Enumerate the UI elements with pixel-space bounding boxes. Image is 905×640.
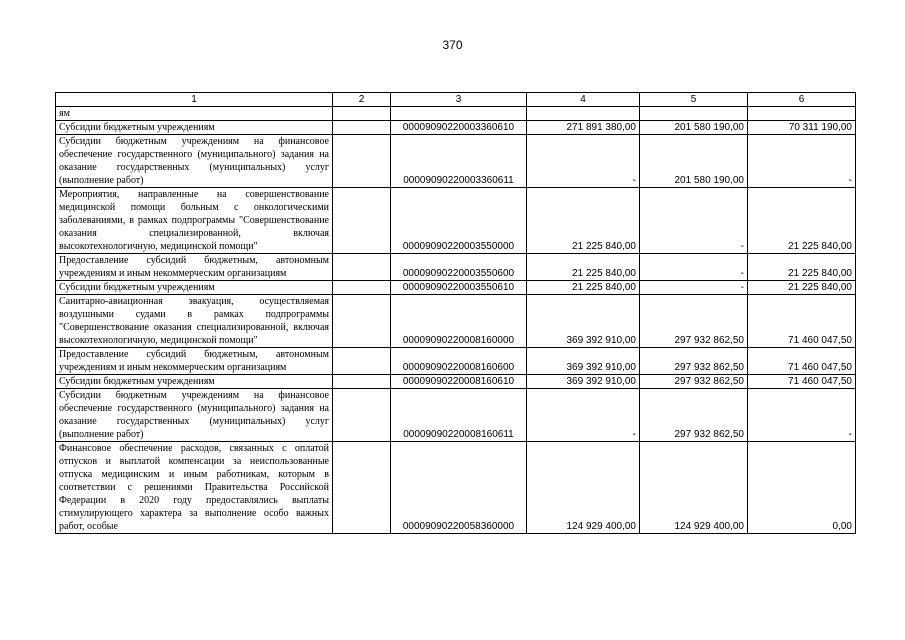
row-col2 xyxy=(333,107,391,121)
row-value-5: 124 929 400,00 xyxy=(640,442,748,534)
row-name: Мероприятия, направленные на совершенствование медицинской помощи больным с онкологическими заболеваниями, в рамках подпрограммы "Совершенствование оказания специализированной, включая высокотехнологичную, медицинской помощи" xyxy=(56,188,333,254)
column-header: 2 xyxy=(333,93,391,107)
column-header: 6 xyxy=(748,93,856,107)
row-code: 00009090220003360611 xyxy=(391,135,527,188)
row-col2 xyxy=(333,135,391,188)
row-value-6 xyxy=(748,107,856,121)
table-row xyxy=(56,442,856,534)
row-value-6: 21 225 840,00 xyxy=(748,188,856,254)
table-row xyxy=(56,121,856,135)
column-header: 3 xyxy=(391,93,527,107)
row-value-6: 0,00 xyxy=(748,442,856,534)
row-col2 xyxy=(333,188,391,254)
table-row xyxy=(56,348,856,375)
row-value-4: 21 225 840,00 xyxy=(527,281,640,295)
row-value-5: 297 932 862,50 xyxy=(640,375,748,389)
row-code: 00009090220003550600 xyxy=(391,254,527,281)
row-value-6: 21 225 840,00 xyxy=(748,281,856,295)
row-code: 00009090220003360610 xyxy=(391,121,527,135)
row-value-6: 71 460 047,50 xyxy=(748,375,856,389)
row-value-4: 369 392 910,00 xyxy=(527,348,640,375)
row-value-6: - xyxy=(748,135,856,188)
row-value-4: 124 929 400,00 xyxy=(527,442,640,534)
row-name: ям xyxy=(56,107,333,121)
row-value-5: 297 932 862,50 xyxy=(640,389,748,442)
row-value-5: 297 932 862,50 xyxy=(640,295,748,348)
table-header-row xyxy=(56,93,856,107)
row-value-4: - xyxy=(527,135,640,188)
row-value-5: - xyxy=(640,188,748,254)
row-col2 xyxy=(333,375,391,389)
row-name: Субсидии бюджетным учреждениям на финансовое обеспечение государственного (муниципального) задания на оказание государственных (муниципальных) услуг (выполнение работ) xyxy=(56,135,333,188)
column-header: 4 xyxy=(527,93,640,107)
row-value-5: 297 932 862,50 xyxy=(640,348,748,375)
row-value-5: 201 580 190,00 xyxy=(640,135,748,188)
table-row xyxy=(56,188,856,254)
column-header: 1 xyxy=(56,93,333,107)
row-col2 xyxy=(333,281,391,295)
row-code: 00009090220008160000 xyxy=(391,295,527,348)
row-code: 00009090220008160600 xyxy=(391,348,527,375)
row-col2 xyxy=(333,442,391,534)
row-name: Санитарно-авиационная эвакуация, осуществляемая воздушными судами в рамках подпрограммы "Совершенствование оказания специализированной, включая высокотехнологичную, медицинской помощи" xyxy=(56,295,333,348)
row-name: Предоставление субсидий бюджетным, автономным учреждениям и иным некоммерческим организациям xyxy=(56,348,333,375)
row-col2 xyxy=(333,254,391,281)
table-row xyxy=(56,389,856,442)
row-col2 xyxy=(333,389,391,442)
row-value-4 xyxy=(527,107,640,121)
row-value-6: 21 225 840,00 xyxy=(748,254,856,281)
row-value-5: - xyxy=(640,254,748,281)
row-code xyxy=(391,107,527,121)
row-code: 00009090220008160611 xyxy=(391,389,527,442)
table-row xyxy=(56,107,856,121)
row-code: 00009090220003550000 xyxy=(391,188,527,254)
row-value-4: - xyxy=(527,389,640,442)
budget-table xyxy=(55,92,856,534)
table-row xyxy=(56,281,856,295)
row-name: Субсидии бюджетным учреждениям на финансовое обеспечение государственного (муниципального) задания на оказание государственных (муниципальных) услуг (выполнение работ) xyxy=(56,389,333,442)
row-col2 xyxy=(333,348,391,375)
row-code: 00009090220003550610 xyxy=(391,281,527,295)
row-value-6: 71 460 047,50 xyxy=(748,295,856,348)
row-value-4: 369 392 910,00 xyxy=(527,295,640,348)
row-value-5: - xyxy=(640,281,748,295)
row-value-4: 271 891 380,00 xyxy=(527,121,640,135)
row-name: Финансовое обеспечение расходов, связанных с оплатой отпусков и выплатой компенсации за неиспользованные отпуска медицинским и иным работникам, которым в соответствии с решениями Правительства Российской Федерации в 2020 году предоставлялись выплаты стимулирующего характера за выполнение особо важных работ, особые xyxy=(56,442,333,534)
table-row xyxy=(56,295,856,348)
row-col2 xyxy=(333,121,391,135)
page-number: 370 xyxy=(442,38,463,52)
row-value-6: 70 311 190,00 xyxy=(748,121,856,135)
row-value-4: 369 392 910,00 xyxy=(527,375,640,389)
row-code: 00009090220058360000 xyxy=(391,442,527,534)
row-name: Предоставление субсидий бюджетным, автономным учреждениям и иным некоммерческим организациям xyxy=(56,254,333,281)
row-value-5: 201 580 190,00 xyxy=(640,121,748,135)
row-value-4: 21 225 840,00 xyxy=(527,188,640,254)
row-value-6: 71 460 047,50 xyxy=(748,348,856,375)
table-row xyxy=(56,135,856,188)
row-value-6: - xyxy=(748,389,856,442)
row-name: Субсидии бюджетным учреждениям xyxy=(56,121,333,135)
row-name: Субсидии бюджетным учреждениям xyxy=(56,375,333,389)
row-col2 xyxy=(333,295,391,348)
row-value-4: 21 225 840,00 xyxy=(527,254,640,281)
row-value-5 xyxy=(640,107,748,121)
table-row xyxy=(56,375,856,389)
row-code: 00009090220008160610 xyxy=(391,375,527,389)
row-name: Субсидии бюджетным учреждениям xyxy=(56,281,333,295)
column-header: 5 xyxy=(640,93,748,107)
table-row xyxy=(56,254,856,281)
